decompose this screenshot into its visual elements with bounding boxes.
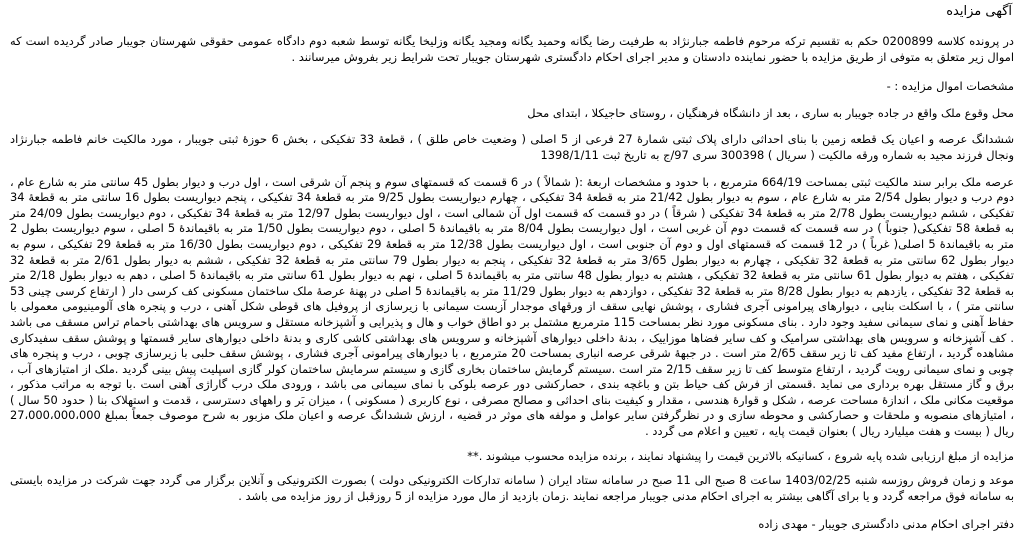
location-paragraph: محل وقوع ملک واقع در جاده جویبار به ساری ، بعد از دانشگاه فرهنگیان ، روستای حاجیکلا ، ابتدای محل (527, 105, 1014, 120)
specs-heading: مشخصات اموال مزایده : - (886, 79, 1014, 94)
auction-rule-paragraph: مزایده از مبلغ ارزیابی شده پایه شروع ، کسانیکه بالاترین قیمت را پیشنهاد نمایند ، برنده مزایده محسوب میشوند .** (467, 448, 1014, 463)
intro-paragraph: در پرونده کلاسه 0200899 حکم به تقسیم ترکه مرحوم فاطمه جبارنژاد به طرفیت رضا یگانه وحمید یگانه ومجید یگانه وزلیخا یگانه توسط شعبه دوم دادگاه عمومی حقوقی شهرستان جویبار صادر گردیده است که اموال زیر متعلق به متوفی از طریق مزایده با حضور نماینده دادستان و مدیر اجرای احکام دادگستری شهرستان جویبار تحت شرایط زیر بفروش میرسانند . (10, 34, 1014, 64)
schedule-paragraph: موعد و زمان فروش روزسه شنبه 1403/02/25 ساعت 8 صبح الی 11 صبح در سامانه ستاد ایران ( سامانه تدارکات الکترونیکی دولت ) بصورت الکترونیکی و آنلاین برگزار می گردد جهت شرکت در مزایده بایستی به سامانه فوق مراجعه گردد و یا برای آگاهی بیشتر به اجرای احکام مدنی جویبار مراجعه نمایند .زمان بازدید از مال مورد مزایده از 5 روزقبل از روز مزایده می باشد . (10, 473, 1014, 503)
ownership-paragraph: ششدانگ عرصه و اعیان یک قطعه زمین با بنای احداثی دارای پلاک ثبتی شمارۀ 27 فرعی از 5 اصلی ( وضعیت خاص طلق ) ، قطعۀ 33 تفکیکی ، بخش 6 حوزۀ ثبتی جویبار ، مورد مالکیت خانم فاطمه جبارنژاد ونجال فرزند مجید به شماره ورقه مالکیت ( سریال ) 300398 سری 97/ج به تاریخ ثبت 1398/1/11 (10, 132, 1014, 162)
description-paragraph: عرصه ملک برابر سند مالکیت ثبتی بمساحت 664/19 مترمربع ، با حدود و مشخصات اربعۀ :( شمالاً ) در 6 قسمت که قسمتهای سوم و پنجم آن شرقی است ، اول درب و دیوار بطول 45 سانتی متر به شارع عام ، دوم درب و دیوار بطول 2/54 متر به شارع عام ، سوم به دیوار بطول 21/42 متر به قطعۀ 34 تفکیکی ، چهارم دیواریست بطول 9/25 متر به قطعۀ 34 تفکیکی ، پنجم دیواریست بطول 16 سانتی متر به قطعۀ 34 تفکیکی ، ششم دیواریست بطول 2/78 متر به قطعۀ 34 تفکیکی ( شرقاً ) در دو قسمت که قسمت اول آن شمالی است ، اول دیواریست بطول 12/97 متر به قطعۀ 34 تفکیکی ، دوم دیواریست بطول 24/09 متر به قطعۀ 58 تفکیکی( جنوباً ) در سه قسمت که قسمت دوم آن غربی است ، اول دیواریست بطول 8/04 متر به باقیماندۀ 5 اصلی ، دوم دیواریست بطول 1/50 متر به باقیماندۀ 5 اصلی ، سوم دیواریست بطول 2 متر به باقیماندۀ 5 اصلی( غرباً ) در 12 قسمت که قسمتهای اول و دوم آن جنوبی است ، اول دیواریست بطول 12/38 متر به قطعۀ 29 تفکیکی ، دوم دیواریست بطول 16/30 متر به قطعۀ 29 تفکیکی ، سوم به دیوار بطول 62 سانتی متر به قطعۀ 32 تفکیکی ، چهارم به دیوار بطول 3/65 متر به قطعۀ 32 تفکیکی ، پنجم به دیوار بطول 79 سانتی متر به قطعۀ 32 تفکیکی ، ششم به دیوار بطول 2/61 متر به قطعۀ 32 تفکیکی ، هفتم به دیوار بطول 61 سانتی متر به قطعۀ 32 تفکیکی ، هشتم به دیوار بطول 48 سانتی متر به باقیماندۀ 5 اصلی ، نهم به دیوار بطول 61 سانتی متر به باقیماندۀ 5 اصلی ، دهم به دیوار بطول 2/18 متر به قطعۀ 32 تفکیکی ، یازدهم به دیوار بطول 8/28 متر به قطعۀ 32 تفکیکی ، دوازدهم به دیوار بطول 11/29 متر به باقیماندۀ 5 اصلی در پهنۀ عرصۀ ملک ساختمان مسکونی کف کرسی دار ( ارتفاع کرسی چینی 53 سانتی متر ) ، با اسکلت بنایی ، دیوارهای پیرامونی آجری فشاری ، پوشش نهایی سقف از ورقهای موجدار آزبست سیمانی با زیرسازی از پروفیل های قوطی شکل آهنی ، درب و پنجره های آلومینیومی معمولی با حفاظ آهنی و نمای سیمانی سفید وجود دارد . بنای مسکونی مورد نظر بمساحت 115 مترمربع مشتمل بر دو اطاق خواب و هال و پذیرایی و آشپزخانه مستقل و سرویس های بهداشتی باحمام تراس مسقف می باشد . کف آشپزخانه و سرویس های بهداشتی سرامیک و کف سایر فضاها موزاییک ، بدنۀ داخلی دیوارهای آشپزخانه و سرویس های بهداشتی کاشی کاری و بدنۀ داخلی دیوارهای سایر قسمتها و پوشش سقف سفیدکاری مشاهده گردید ، ارتفاع مفید کف تا زیر سقف 2/65 متر است . در جبهۀ شرقی عرصه انباری بمساحت 20 مترمربع ، با دیوارهای پیرامونی آجری فشاری ، پوشش سقف حلبی با زیرسازی چوبی ، درب و پنجره های چوبی و نمای سیمانی رویت گردید ، ارتفاع متوسط کف تا زیر سقف 2/15 متر است .سیستم گرمایش ساختمان بخاری گازی و سیستم سرمایش ساختمان کولر گازی اسپلیت پیش بینی گردید .ملک از امتیازهای آب ، برق و گاز مستقل بهره برداری می نماید .قسمتی از فرش کف حیاط بتن و باغچه بندی ، حصارکشی دور عرصه بلوکی با نمای سیمانی می باشد ، ورودی ملک درب گاراژی آهنی است .با توجه به مراتب مذکور ، موقعیت مکانی ملک ، اندازۀ مساحت عرصه ، شکل و قوارۀ هندسی ، مقدار و کیفیت بنای احداثی و مصالح مصرفی ، نوع کاربری ( مسکونی ) ، میزان بَر و راههای دسترسی ، قدمت و استهلاک بنا ( حدود 50 سال ) ، امتیازهای منصوبه و ملحقات و حصارکشی و محوطه سازی و در نظرگرفتن سایر عوامل و مولفه های موثر در قضیه ، ارزش ششدانگ عرصه و اعیان ملک مزبور به شرح موصوف جمعاً بمبلغ 27،000،000،000 ریال ( بیست و هفت میلیارد ریال ) بعنوان قیمت پایه ، تعیین و اعلام می گردد . (10, 174, 1015, 439)
notice-title: آگهی مزایده (946, 4, 1012, 19)
footer-signature: دفتر اجرای احکام مدنی دادگستری جویبار - مهدی زاده (758, 517, 1014, 532)
